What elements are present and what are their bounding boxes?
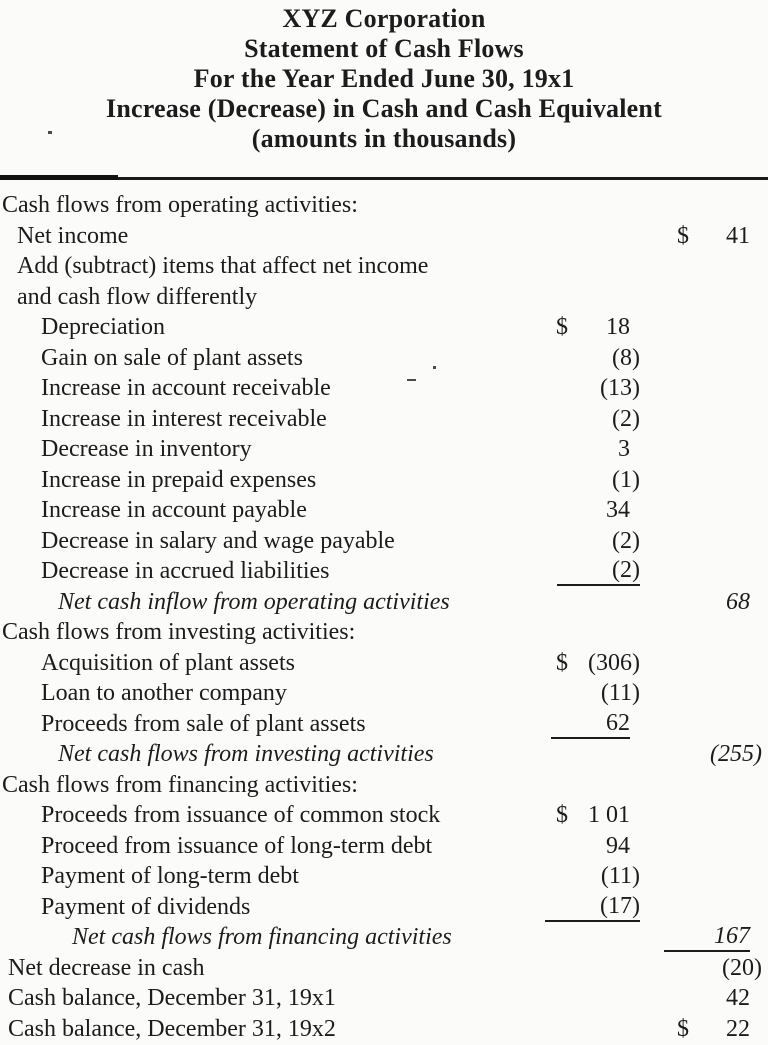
section-header-operating: [0, 190, 768, 221]
row-payment-long-term-debt: [0, 861, 768, 892]
right-amount: (255): [710, 741, 762, 767]
statement-title-block: [0, 4, 768, 154]
row-decrease-salary-wage-payable: [0, 526, 768, 557]
subtotal-investing: [0, 739, 768, 770]
mid-amount: (8): [612, 344, 640, 371]
row-increase-account-receivable: [0, 373, 768, 404]
row-label: Proceeds from sale of plant assets: [41, 710, 366, 737]
row-label: and cash flow differently: [17, 283, 258, 310]
row-label: Cash flows from financing activities:: [2, 771, 358, 798]
row-label: Cash flows from investing activities:: [2, 619, 356, 645]
right-amount: (20): [722, 954, 762, 981]
row-label: Increase in account receivable: [41, 375, 331, 401]
row-label: Decrease in salary and wage payable: [41, 527, 395, 554]
row-label: Acquisition of plant assets: [41, 649, 295, 676]
row-label: Net income: [17, 222, 129, 249]
row-net-income: [0, 221, 768, 252]
row-proceeds-common-stock: [0, 800, 768, 831]
section-header-investing: [0, 617, 768, 648]
mid-amount: 3: [618, 436, 630, 462]
row-label: Cash flows from operating activities:: [2, 192, 358, 218]
mid-amount: 1 01: [588, 802, 630, 828]
statement-name: Statement of Cash Flows: [244, 34, 524, 63]
row-gain-on-sale: [0, 343, 768, 374]
dollar-sign: $: [677, 1015, 689, 1042]
mid-amount: 34: [606, 497, 630, 523]
scan-artifact: [48, 131, 52, 134]
dollar-sign: $: [556, 802, 568, 828]
cash-flow-statement-body: [0, 190, 768, 1044]
row-increase-interest-receivable: [0, 404, 768, 435]
row-proceed-long-term-debt: [0, 831, 768, 862]
row-increase-account-payable: [0, 495, 768, 526]
row-label: Decrease in accrued liabilities: [41, 558, 330, 584]
mid-amount: (11): [600, 680, 640, 706]
mid-amount-underlined: (17): [545, 892, 640, 922]
units-line: (amounts in thousands): [251, 124, 517, 153]
row-decrease-accrued-liabilities: [0, 556, 768, 587]
row-label: Cash balance, December 31, 19x1: [8, 985, 336, 1011]
subtotal-operating: [0, 587, 768, 618]
row-net-decrease-in-cash: [0, 953, 768, 984]
row-label: Increase in account payable: [41, 497, 307, 523]
row-decrease-inventory: [0, 434, 768, 465]
right-amount: 68: [726, 588, 750, 615]
row-label: Net cash inflow from operating activities: [58, 588, 450, 615]
row-add-subtract-note-2: [0, 282, 768, 313]
mid-amount-underlined: 62: [551, 709, 630, 739]
right-amount-underlined: 167: [664, 922, 750, 952]
subtotal-financing: [0, 922, 768, 953]
row-label: Net decrease in cash: [8, 954, 205, 981]
row-payment-dividends: [0, 892, 768, 923]
row-cash-balance-19x2: [0, 1014, 768, 1045]
mid-amount: 94: [606, 832, 630, 859]
mid-amount: (2): [612, 405, 640, 432]
row-label: Payment of long-term debt: [41, 863, 299, 889]
mid-amount: (2): [612, 527, 640, 554]
row-acquisition-plant-assets: [0, 648, 768, 679]
row-label: Net cash flows from investing activities: [58, 741, 434, 767]
row-label: Gain on sale of plant assets: [41, 344, 303, 371]
row-loan-to-another-company: [0, 678, 768, 709]
row-label: Increase in prepaid expenses: [41, 466, 317, 493]
row-label: Decrease in inventory: [41, 436, 252, 462]
row-cash-balance-19x1: [0, 983, 768, 1014]
row-label: Net cash flows from financing activities: [72, 924, 452, 950]
row-label: Add (subtract) items that affect net income: [17, 253, 429, 279]
mid-amount-underlined: (2): [557, 556, 640, 586]
right-amount: 42: [726, 985, 750, 1011]
row-label: Payment of dividends: [41, 893, 251, 920]
row-add-subtract-note-1: [0, 251, 768, 282]
row-label: Depreciation: [41, 314, 165, 340]
mid-amount: (13): [600, 375, 640, 401]
dollar-sign: $: [556, 314, 568, 340]
period-line: For the Year Ended June 30, 19x1: [193, 64, 575, 93]
company-name: XYZ Corporation: [282, 4, 486, 33]
mid-amount: 18: [606, 314, 630, 340]
right-amount: 22: [726, 1015, 750, 1042]
row-depreciation: [0, 312, 768, 343]
row-label: Loan to another company: [41, 680, 287, 706]
section-header-financing: [0, 770, 768, 801]
row-proceeds-sale-plant-assets: [0, 709, 768, 740]
mid-amount: (306): [588, 649, 640, 676]
row-label: Cash balance, December 31, 19x2: [8, 1015, 336, 1042]
dollar-sign: $: [556, 649, 568, 676]
row-label: Proceeds from issuance of common stock: [41, 802, 441, 828]
row-increase-prepaid-expenses: [0, 465, 768, 496]
row-label: Proceed from issuance of long-term debt: [41, 832, 433, 859]
subtitle-line: Increase (Decrease) in Cash and Cash Equivalent: [106, 94, 662, 123]
dollar-sign: $: [677, 222, 689, 249]
row-label: Increase in interest receivable: [41, 405, 327, 432]
right-amount: 41: [726, 222, 750, 249]
horizontal-rule-thick-end: [0, 175, 118, 180]
mid-amount: (1): [612, 466, 640, 493]
mid-amount: (11): [600, 863, 640, 889]
